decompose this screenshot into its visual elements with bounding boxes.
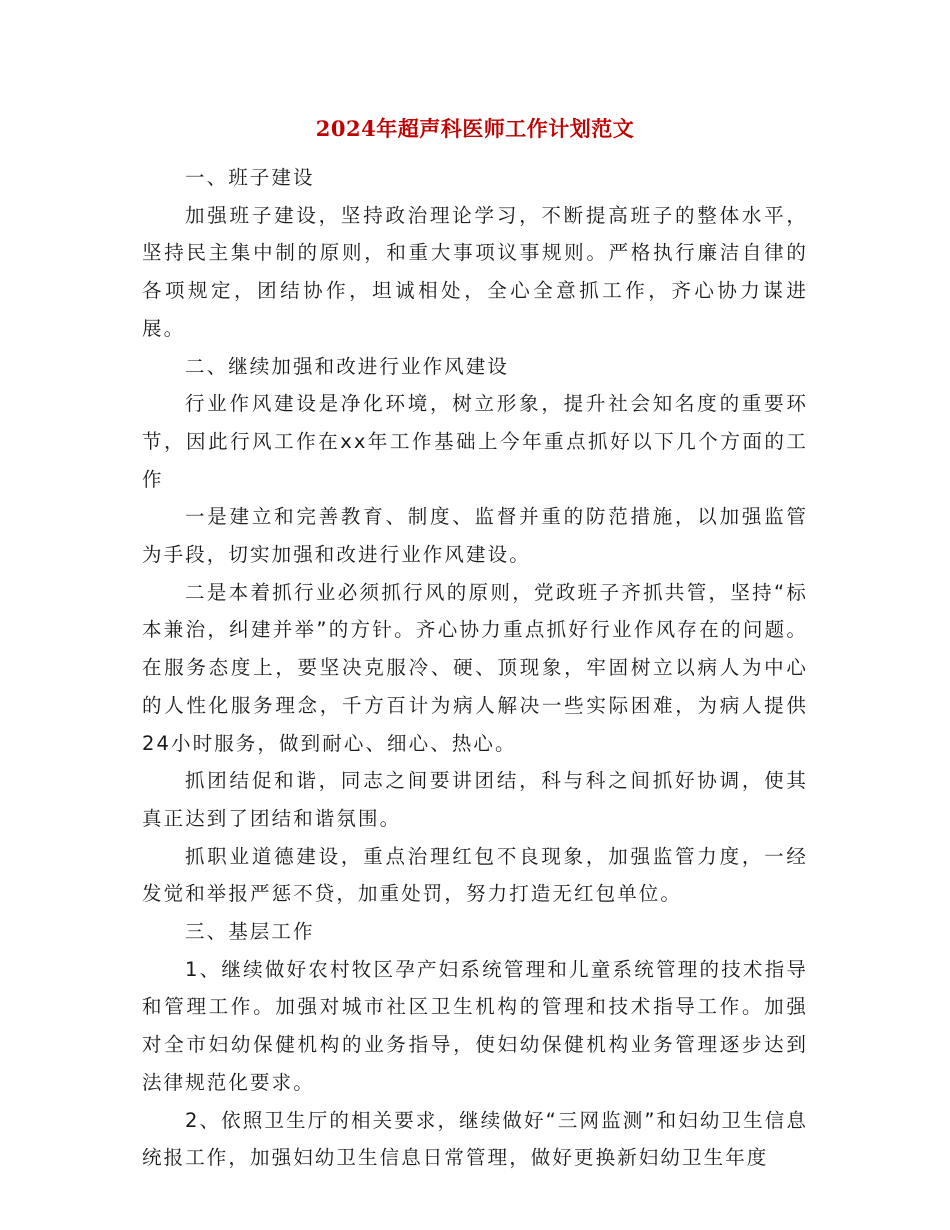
paragraph-grassroots-2: 2、依照卫生厅的相关要求，继续做好“三网监测”和妇幼卫生信息统报工作，加强妇幼卫生信息日常管理，做好更换新妇幼卫生年度 [142,1108,808,1170]
document-title: 2024年超声科医师工作计划范文 [315,116,635,141]
paragraph-grassroots-1: 1、继续做好农村牧区孕产妇系统管理和儿童系统管理的技术指导和管理工作。加强对城市社区卫生机构的管理和技术指导工作。加强对全市妇幼保健机构的业务指导，使妇幼保健机构业务管理逐步达到法律规范化要求。 [142,957,808,1094]
section-heading-conduct: 二、继续加强和改进行业作风建设 [185,354,510,378]
paragraph-leadership: 加强班子建设，坚持政治理论学习，不断提高班子的整体水平，坚持民主集中制的原则，和重大事项议事规则。严格执行廉洁自律的各项规定，团结协作，坦诚相处，全心全意抓工作，齐心协力谋进展。 [142,203,808,340]
section-heading-grassroots: 三、基层工作 [185,920,315,944]
paragraph-ethics: 抓职业道德建设，重点治理红包不良现象，加强监管力度，一经发觉和举报严惩不贷，加重处罚，努力打造无红包单位。 [142,844,808,906]
paragraph-conduct-intro: 行业作风建设是净化环境，树立形象，提升社会知名度的重要环节，因此行风工作在xx年工作基础上今年重点抓好以下几个方面的工作 [142,392,808,491]
document-body [142,159,808,1177]
paragraph-conduct-second: 二是本着抓行业必须抓行风的原则，党政班子齐抓共管，坚持“标本兼治，纠建并举”的方针。齐心协力重点抓好行业作风存在的问题。在服务态度上，要坚决克服冷、硬、顶现象，牢固树立以病人为中心的人性化服务理念，千方百计为病人解决一些实际困难，为病人提供24小时服务，做到耐心、细心、热心。 [142,580,808,755]
paragraph-unity: 抓团结促和谐，同志之间要讲团结，科与科之间抓好协调，使其真正达到了团结和谐氛围。 [142,769,808,830]
paragraph-conduct-first: 一是建立和完善教育、制度、监督并重的防范措施，以加强监管为手段，切实加强和改进行业作风建设。 [142,505,808,567]
section-heading-leadership: 一、班子建设 [185,166,315,189]
